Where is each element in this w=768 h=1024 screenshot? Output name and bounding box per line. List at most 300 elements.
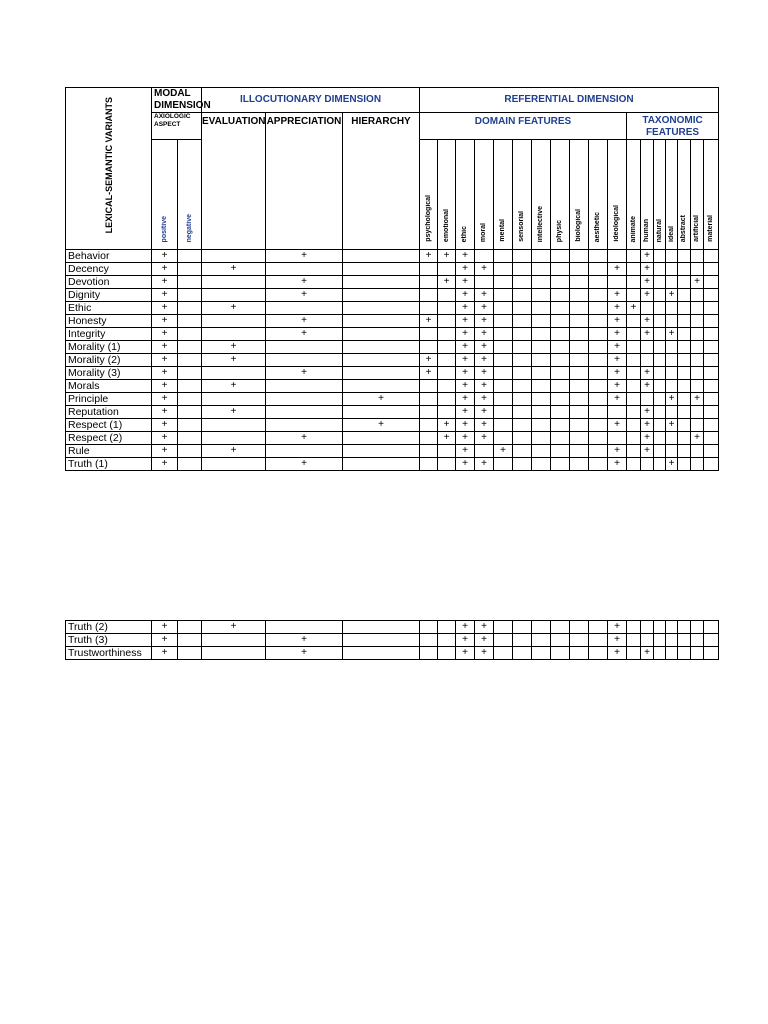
cell-ideal <box>666 263 678 276</box>
cell-intellective <box>532 445 551 458</box>
cell-appreciation: + <box>266 634 343 647</box>
cell-artificial: + <box>691 276 704 289</box>
cell-aesthetic <box>589 419 608 432</box>
cell-emotional: + <box>438 276 456 289</box>
cell-aesthetic <box>589 380 608 393</box>
cell-artificial <box>691 458 704 471</box>
cell-aesthetic <box>589 367 608 380</box>
cell-physic <box>551 419 570 432</box>
cell-sensorial <box>513 393 532 406</box>
cell-natural <box>654 393 666 406</box>
cell-evaluation <box>202 432 266 445</box>
cell-ideal: + <box>666 419 678 432</box>
cell-ethic: + <box>456 354 475 367</box>
cell-ideological <box>608 276 627 289</box>
cell-mental <box>494 341 513 354</box>
cell-hierarchy <box>343 250 420 263</box>
cell-hierarchy <box>343 445 420 458</box>
cell-emotional <box>438 647 456 660</box>
cell-animate: + <box>627 302 641 315</box>
cell-moral: + <box>475 458 494 471</box>
cell-intellective <box>532 276 551 289</box>
table-row <box>66 328 719 341</box>
cell-moral: + <box>475 432 494 445</box>
cell-positive: + <box>152 341 178 354</box>
cell-sensorial <box>513 276 532 289</box>
table-row <box>66 289 719 302</box>
column-header-label: intellective <box>537 205 544 242</box>
cell-material <box>704 289 719 302</box>
cell-positive: + <box>152 406 178 419</box>
column-header-negative <box>178 140 202 250</box>
cell-artificial <box>691 647 704 660</box>
cell-psychological <box>420 289 438 302</box>
feature-table <box>65 87 719 471</box>
cell-hierarchy <box>343 315 420 328</box>
cell-emotional <box>438 341 456 354</box>
cell-sensorial <box>513 328 532 341</box>
column-header-positive <box>152 140 178 250</box>
cell-human: + <box>641 263 654 276</box>
table-row <box>66 634 719 647</box>
column-header-label: natural <box>655 218 663 242</box>
cell-hierarchy <box>343 263 420 276</box>
cell-mental <box>494 315 513 328</box>
cell-emotional <box>438 354 456 367</box>
term-cell: Rule <box>66 445 152 458</box>
cell-positive: + <box>152 647 178 660</box>
cell-ideal: + <box>666 328 678 341</box>
cell-physic <box>551 458 570 471</box>
cell-aesthetic <box>589 341 608 354</box>
cell-natural <box>654 647 666 660</box>
cell-natural <box>654 250 666 263</box>
cell-emotional <box>438 406 456 419</box>
cell-moral: + <box>475 354 494 367</box>
cell-ideological: + <box>608 263 627 276</box>
cell-negative <box>178 393 202 406</box>
cell-ethic: + <box>456 315 475 328</box>
cell-appreciation <box>266 393 343 406</box>
cell-evaluation: + <box>202 341 266 354</box>
cell-ethic: + <box>456 419 475 432</box>
cell-animate <box>627 289 641 302</box>
cell-moral: + <box>475 380 494 393</box>
cell-animate <box>627 621 641 634</box>
cell-moral: + <box>475 263 494 276</box>
cell-artificial <box>691 328 704 341</box>
cell-mental <box>494 419 513 432</box>
cell-ideal <box>666 354 678 367</box>
cell-psychological <box>420 432 438 445</box>
cell-abstract <box>678 341 691 354</box>
cell-aesthetic <box>589 302 608 315</box>
cell-artificial <box>691 302 704 315</box>
cell-psychological: + <box>420 315 438 328</box>
cell-natural <box>654 432 666 445</box>
cell-appreciation <box>266 419 343 432</box>
column-header-label: biological <box>575 209 582 242</box>
cell-aesthetic <box>589 263 608 276</box>
cell-appreciation <box>266 302 343 315</box>
cell-artificial <box>691 380 704 393</box>
table-row <box>66 621 719 634</box>
cell-intellective <box>532 367 551 380</box>
cell-physic <box>551 289 570 302</box>
cell-sensorial <box>513 302 532 315</box>
cell-negative <box>178 458 202 471</box>
cell-biological <box>570 406 589 419</box>
cell-negative <box>178 647 202 660</box>
cell-ethic: + <box>456 276 475 289</box>
cell-material <box>704 393 719 406</box>
cell-natural <box>654 380 666 393</box>
column-header-ideological <box>608 140 627 250</box>
cell-animate <box>627 354 641 367</box>
cell-negative <box>178 276 202 289</box>
cell-emotional <box>438 621 456 634</box>
cell-appreciation: + <box>266 289 343 302</box>
cell-appreciation <box>266 380 343 393</box>
cell-artificial <box>691 341 704 354</box>
cell-artificial <box>691 634 704 647</box>
table-row <box>66 445 719 458</box>
cell-hierarchy <box>343 276 420 289</box>
cell-ethic: + <box>456 432 475 445</box>
cell-hierarchy <box>343 432 420 445</box>
cell-evaluation <box>202 328 266 341</box>
cell-sensorial <box>513 634 532 647</box>
cell-moral: + <box>475 302 494 315</box>
table-row <box>66 432 719 445</box>
cell-moral <box>475 276 494 289</box>
column-header-label: emotional <box>442 208 450 242</box>
cell-moral: + <box>475 647 494 660</box>
column-header-animate <box>627 140 641 250</box>
table-row <box>66 458 719 471</box>
table-row <box>66 250 719 263</box>
cell-physic <box>551 328 570 341</box>
cell-abstract <box>678 432 691 445</box>
cell-positive: + <box>152 367 178 380</box>
cell-evaluation: + <box>202 263 266 276</box>
cell-ideological <box>608 250 627 263</box>
hierarchy-header: HIERARCHY <box>343 113 420 250</box>
cell-biological <box>570 250 589 263</box>
column-header-label: negative <box>185 213 193 242</box>
referential-dimension-header: REFERENTIAL DIMENSION <box>420 88 719 113</box>
cell-abstract <box>678 354 691 367</box>
row-label-header <box>66 88 152 250</box>
cell-human: + <box>641 250 654 263</box>
cell-emotional <box>438 393 456 406</box>
column-header-label: moral <box>480 222 487 242</box>
cell-psychological <box>420 419 438 432</box>
cell-human <box>641 354 654 367</box>
cell-animate <box>627 315 641 328</box>
cell-abstract <box>678 445 691 458</box>
cell-appreciation: + <box>266 276 343 289</box>
cell-sensorial <box>513 289 532 302</box>
cell-moral: + <box>475 341 494 354</box>
term-cell: Truth (3) <box>66 634 152 647</box>
column-header-label: material <box>707 215 715 242</box>
cell-artificial: + <box>691 393 704 406</box>
cell-biological <box>570 647 589 660</box>
cell-evaluation: + <box>202 406 266 419</box>
cell-negative <box>178 354 202 367</box>
cell-moral: + <box>475 406 494 419</box>
cell-evaluation <box>202 315 266 328</box>
cell-human: + <box>641 406 654 419</box>
cell-sensorial <box>513 367 532 380</box>
cell-moral <box>475 250 494 263</box>
cell-hierarchy <box>343 406 420 419</box>
term-cell: Integrity <box>66 328 152 341</box>
cell-hierarchy <box>343 634 420 647</box>
cell-mental <box>494 406 513 419</box>
cell-positive: + <box>152 419 178 432</box>
cell-sensorial <box>513 458 532 471</box>
cell-ideological: + <box>608 302 627 315</box>
column-header-label: physic <box>556 219 563 242</box>
cell-sensorial <box>513 406 532 419</box>
cell-physic <box>551 250 570 263</box>
cell-material <box>704 341 719 354</box>
axiologic-aspect-header: AXIOLOGIC ASPECT <box>152 113 202 140</box>
cell-aesthetic <box>589 458 608 471</box>
cell-appreciation: + <box>266 367 343 380</box>
cell-aesthetic <box>589 315 608 328</box>
cell-appreciation: + <box>266 328 343 341</box>
cell-aesthetic <box>589 354 608 367</box>
cell-sensorial <box>513 432 532 445</box>
cell-ethic: + <box>456 367 475 380</box>
cell-natural <box>654 341 666 354</box>
cell-ideological: + <box>608 647 627 660</box>
cell-ideal <box>666 621 678 634</box>
cell-mental <box>494 432 513 445</box>
cell-natural <box>654 367 666 380</box>
cell-evaluation <box>202 419 266 432</box>
cell-human: + <box>641 432 654 445</box>
cell-abstract <box>678 263 691 276</box>
cell-sensorial <box>513 647 532 660</box>
cell-sensorial <box>513 419 532 432</box>
cell-artificial <box>691 367 704 380</box>
column-header-natural <box>654 140 666 250</box>
cell-ethic: + <box>456 289 475 302</box>
cell-negative <box>178 289 202 302</box>
cell-evaluation: + <box>202 354 266 367</box>
cell-ideological: + <box>608 341 627 354</box>
cell-mental <box>494 393 513 406</box>
cell-intellective <box>532 341 551 354</box>
table-row <box>66 393 719 406</box>
cell-hierarchy <box>343 458 420 471</box>
cell-emotional <box>438 289 456 302</box>
cell-material <box>704 406 719 419</box>
cell-evaluation: + <box>202 380 266 393</box>
cell-ethic: + <box>456 458 475 471</box>
cell-natural <box>654 406 666 419</box>
term-cell: Morality (2) <box>66 354 152 367</box>
cell-aesthetic <box>589 276 608 289</box>
cell-negative <box>178 406 202 419</box>
cell-emotional <box>438 328 456 341</box>
cell-psychological <box>420 380 438 393</box>
cell-ideal <box>666 647 678 660</box>
cell-ideological: + <box>608 315 627 328</box>
cell-animate <box>627 250 641 263</box>
cell-animate <box>627 341 641 354</box>
cell-abstract <box>678 250 691 263</box>
cell-biological <box>570 458 589 471</box>
cell-negative <box>178 380 202 393</box>
cell-intellective <box>532 354 551 367</box>
cell-ideological: + <box>608 367 627 380</box>
column-header-label: psychological <box>424 195 432 242</box>
cell-physic <box>551 647 570 660</box>
cell-biological <box>570 419 589 432</box>
cell-ethic: + <box>456 380 475 393</box>
cell-psychological <box>420 621 438 634</box>
cell-moral: + <box>475 393 494 406</box>
cell-ideal <box>666 341 678 354</box>
cell-abstract <box>678 302 691 315</box>
cell-intellective <box>532 302 551 315</box>
cell-moral: + <box>475 621 494 634</box>
cell-biological <box>570 263 589 276</box>
cell-hierarchy <box>343 621 420 634</box>
column-header-label: sensorial <box>518 211 525 242</box>
cell-emotional: + <box>438 419 456 432</box>
cell-emotional <box>438 458 456 471</box>
cell-ethic: + <box>456 621 475 634</box>
cell-positive: + <box>152 393 178 406</box>
cell-artificial <box>691 315 704 328</box>
cell-human <box>641 393 654 406</box>
cell-natural <box>654 634 666 647</box>
cell-ideological: + <box>608 354 627 367</box>
cell-human: + <box>641 328 654 341</box>
cell-physic <box>551 341 570 354</box>
cell-positive: + <box>152 432 178 445</box>
cell-biological <box>570 445 589 458</box>
cell-biological <box>570 276 589 289</box>
column-header-label: mental <box>499 219 506 242</box>
cell-animate <box>627 458 641 471</box>
cell-abstract <box>678 328 691 341</box>
cell-biological <box>570 380 589 393</box>
cell-natural <box>654 315 666 328</box>
cell-ideological: + <box>608 289 627 302</box>
cell-mental <box>494 458 513 471</box>
cell-negative <box>178 263 202 276</box>
table-row <box>66 647 719 660</box>
cell-appreciation: + <box>266 647 343 660</box>
cell-biological <box>570 621 589 634</box>
term-cell: Reputation <box>66 406 152 419</box>
cell-ideal <box>666 302 678 315</box>
cell-intellective <box>532 647 551 660</box>
cell-natural <box>654 621 666 634</box>
cell-material <box>704 419 719 432</box>
cell-psychological <box>420 328 438 341</box>
cell-psychological <box>420 458 438 471</box>
cell-psychological <box>420 263 438 276</box>
cell-negative <box>178 302 202 315</box>
cell-ideal <box>666 276 678 289</box>
cell-animate <box>627 393 641 406</box>
cell-appreciation <box>266 341 343 354</box>
column-header-intellective <box>532 140 551 250</box>
cell-artificial <box>691 445 704 458</box>
cell-ideological: + <box>608 621 627 634</box>
cell-biological <box>570 302 589 315</box>
cell-aesthetic <box>589 289 608 302</box>
cell-appreciation: + <box>266 432 343 445</box>
cell-biological <box>570 367 589 380</box>
cell-appreciation <box>266 406 343 419</box>
cell-abstract <box>678 367 691 380</box>
cell-human: + <box>641 276 654 289</box>
cell-material <box>704 315 719 328</box>
cell-abstract <box>678 621 691 634</box>
cell-evaluation: + <box>202 445 266 458</box>
cell-ideal <box>666 315 678 328</box>
cell-abstract <box>678 647 691 660</box>
cell-evaluation <box>202 458 266 471</box>
cell-sensorial <box>513 315 532 328</box>
cell-abstract <box>678 393 691 406</box>
cell-evaluation <box>202 250 266 263</box>
cell-physic <box>551 406 570 419</box>
cell-mental <box>494 354 513 367</box>
cell-positive: + <box>152 302 178 315</box>
cell-hierarchy <box>343 328 420 341</box>
cell-hierarchy <box>343 354 420 367</box>
table-row <box>66 419 719 432</box>
cell-evaluation <box>202 276 266 289</box>
cell-ideal: + <box>666 289 678 302</box>
cell-appreciation <box>266 445 343 458</box>
cell-physic <box>551 393 570 406</box>
cell-natural <box>654 302 666 315</box>
cell-intellective <box>532 621 551 634</box>
cell-mental <box>494 634 513 647</box>
cell-human <box>641 634 654 647</box>
cell-psychological <box>420 445 438 458</box>
cell-ideological: + <box>608 458 627 471</box>
term-cell: Morality (1) <box>66 341 152 354</box>
cell-ideological: + <box>608 419 627 432</box>
cell-material <box>704 354 719 367</box>
cell-ethic: + <box>456 634 475 647</box>
cell-material <box>704 263 719 276</box>
column-header-psychological <box>420 140 438 250</box>
cell-intellective <box>532 419 551 432</box>
cell-physic <box>551 445 570 458</box>
table-row <box>66 406 719 419</box>
cell-mental <box>494 367 513 380</box>
cell-ideal <box>666 367 678 380</box>
cell-animate <box>627 432 641 445</box>
cell-moral <box>475 445 494 458</box>
cell-intellective <box>532 289 551 302</box>
cell-positive: + <box>152 328 178 341</box>
cell-positive: + <box>152 445 178 458</box>
